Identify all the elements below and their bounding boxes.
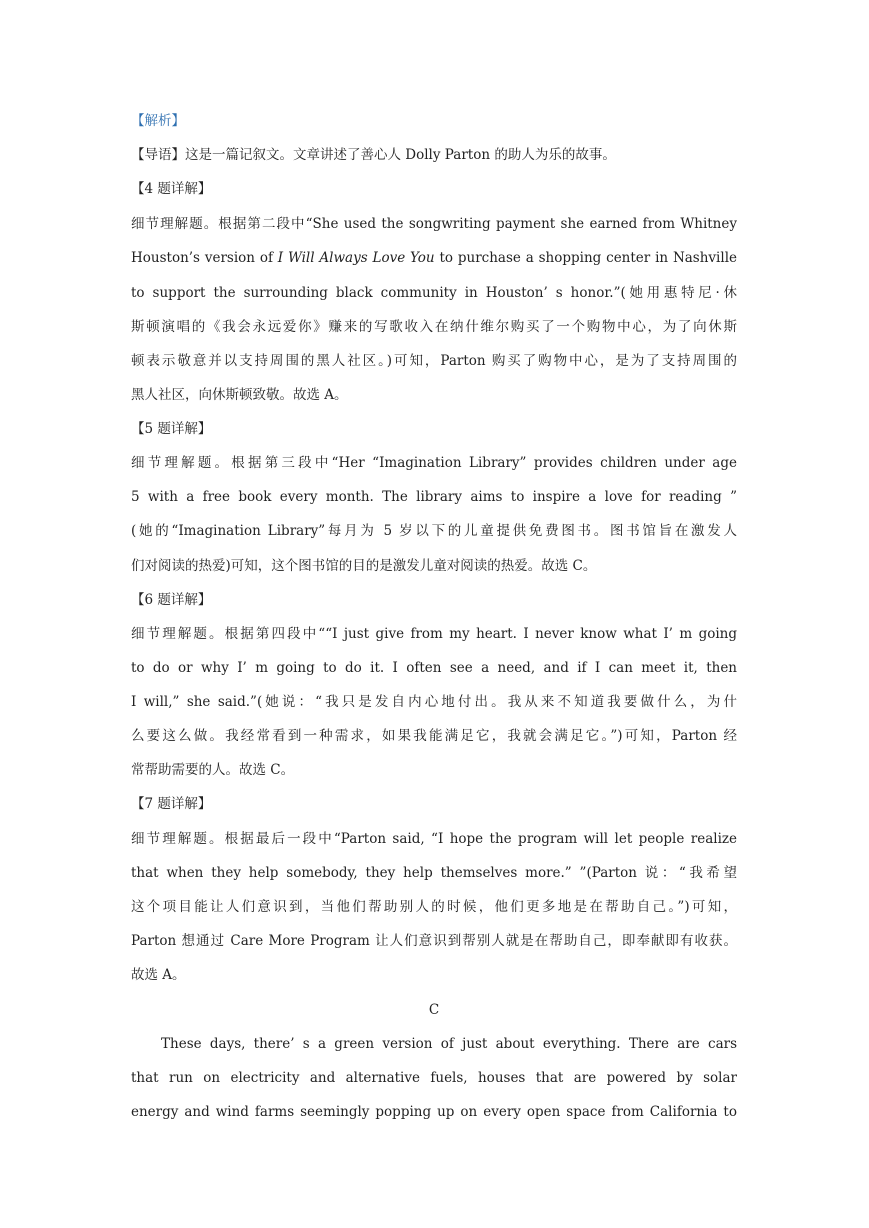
analysis-label: 【解析】 (131, 113, 185, 129)
q4-line-4: 斯顿演唱的《我会永远爱你》赚来的写歌收入在纳什维尔购买了一个购物中心，为了向休斯 (131, 319, 737, 335)
q4-line-2c: to purchase a shopping center in Nashville (434, 250, 738, 266)
q6-line-1: 细节理解题。根据第四段中““I just give from my heart. I never know what I’ m going (131, 626, 737, 642)
q7-line-5: 故选 A。 (131, 967, 186, 983)
q5-line-3: (她的“Imagination Library”每月为 5 岁以下的儿童提供免费图书。图书馆旨在激发人 (131, 523, 737, 539)
q7-line-1: 细节理解题。根据最后一段中“Parton said, “I hope the program will let people realize (131, 831, 737, 847)
q7-line-3: 这个项目能让人们意识到，当他们帮助别人的时候，他们更多地是在帮助自己。”)可知， (131, 899, 737, 915)
q4-line-2 (131, 248, 737, 268)
q4-line-3: to support the surrounding black community in Houston’ s honor.”(她用惠特尼·休 (131, 285, 737, 301)
song-title: I Will Always Love You (277, 250, 435, 266)
section-c-line-1: These days, there’ s a green version of just about everything. There are cars (161, 1036, 737, 1052)
q6-line-2: to do or why I’ m going to do it. I often see a need, and if I can meet it, then (131, 660, 737, 676)
q5-line-4: 们对阅读的热爱)可知，这个图书馆的目的是激发儿童对阅读的热爱。故选 C。 (131, 558, 597, 574)
q4-line-6: 黑人社区，向休斯顿致敬。故选 A。 (131, 387, 348, 403)
q5-line-1: 细节理解题。根据第三段中“Her “Imagination Library” provides children under age (131, 455, 737, 471)
intro-paragraph: 【导语】这是一篇记叙文。文章讲述了善心人 Dolly Parton 的助人为乐的故事。 (131, 147, 616, 163)
q6-line-3: I will,” she said.”(她说：“我只是发自内心地付出。我从来不知道我要做什么，为什 (131, 694, 737, 710)
q4-line-1: 细节理解题。根据第二段中“She used the songwriting payment she earned from Whitney (131, 216, 737, 232)
section-c-line-3: energy and wind farms seemingly popping up on every open space from California to (131, 1104, 737, 1120)
q6-line-4: 么要这么做。我经常看到一种需求，如果我能满足它，我就会满足它。”)可知，Parton 经 (131, 728, 737, 744)
q4-heading: 【4 题详解】 (131, 181, 212, 197)
q7-heading: 【7 题详解】 (131, 796, 212, 812)
q6-heading: 【6 题详解】 (131, 592, 212, 608)
q7-line-4: Parton 想通过 Care More Program 让人们意识到帮别人就是在帮助自己，即奉献即有收获。 (131, 933, 737, 949)
q4-line-5: 顿表示敬意并以支持周围的黑人社区。)可知，Parton 购买了购物中心，是为了支持周围的 (131, 353, 737, 369)
section-c-line-2: that run on electricity and alternative fuels, houses that are powered by solar (131, 1070, 737, 1086)
q7-line-2: that when they help somebody, they help themselves more.” ”(Parton 说：“我希望 (131, 865, 737, 881)
q5-line-2: 5 with a free book every month. The library aims to inspire a love for reading ” (131, 489, 737, 505)
q6-line-5: 常帮助需要的人。故选 C。 (131, 762, 295, 778)
section-c-heading: C (428, 1002, 440, 1018)
q5-heading: 【5 题详解】 (131, 421, 212, 437)
q4-line-2a: Houston’s version of (131, 250, 278, 266)
